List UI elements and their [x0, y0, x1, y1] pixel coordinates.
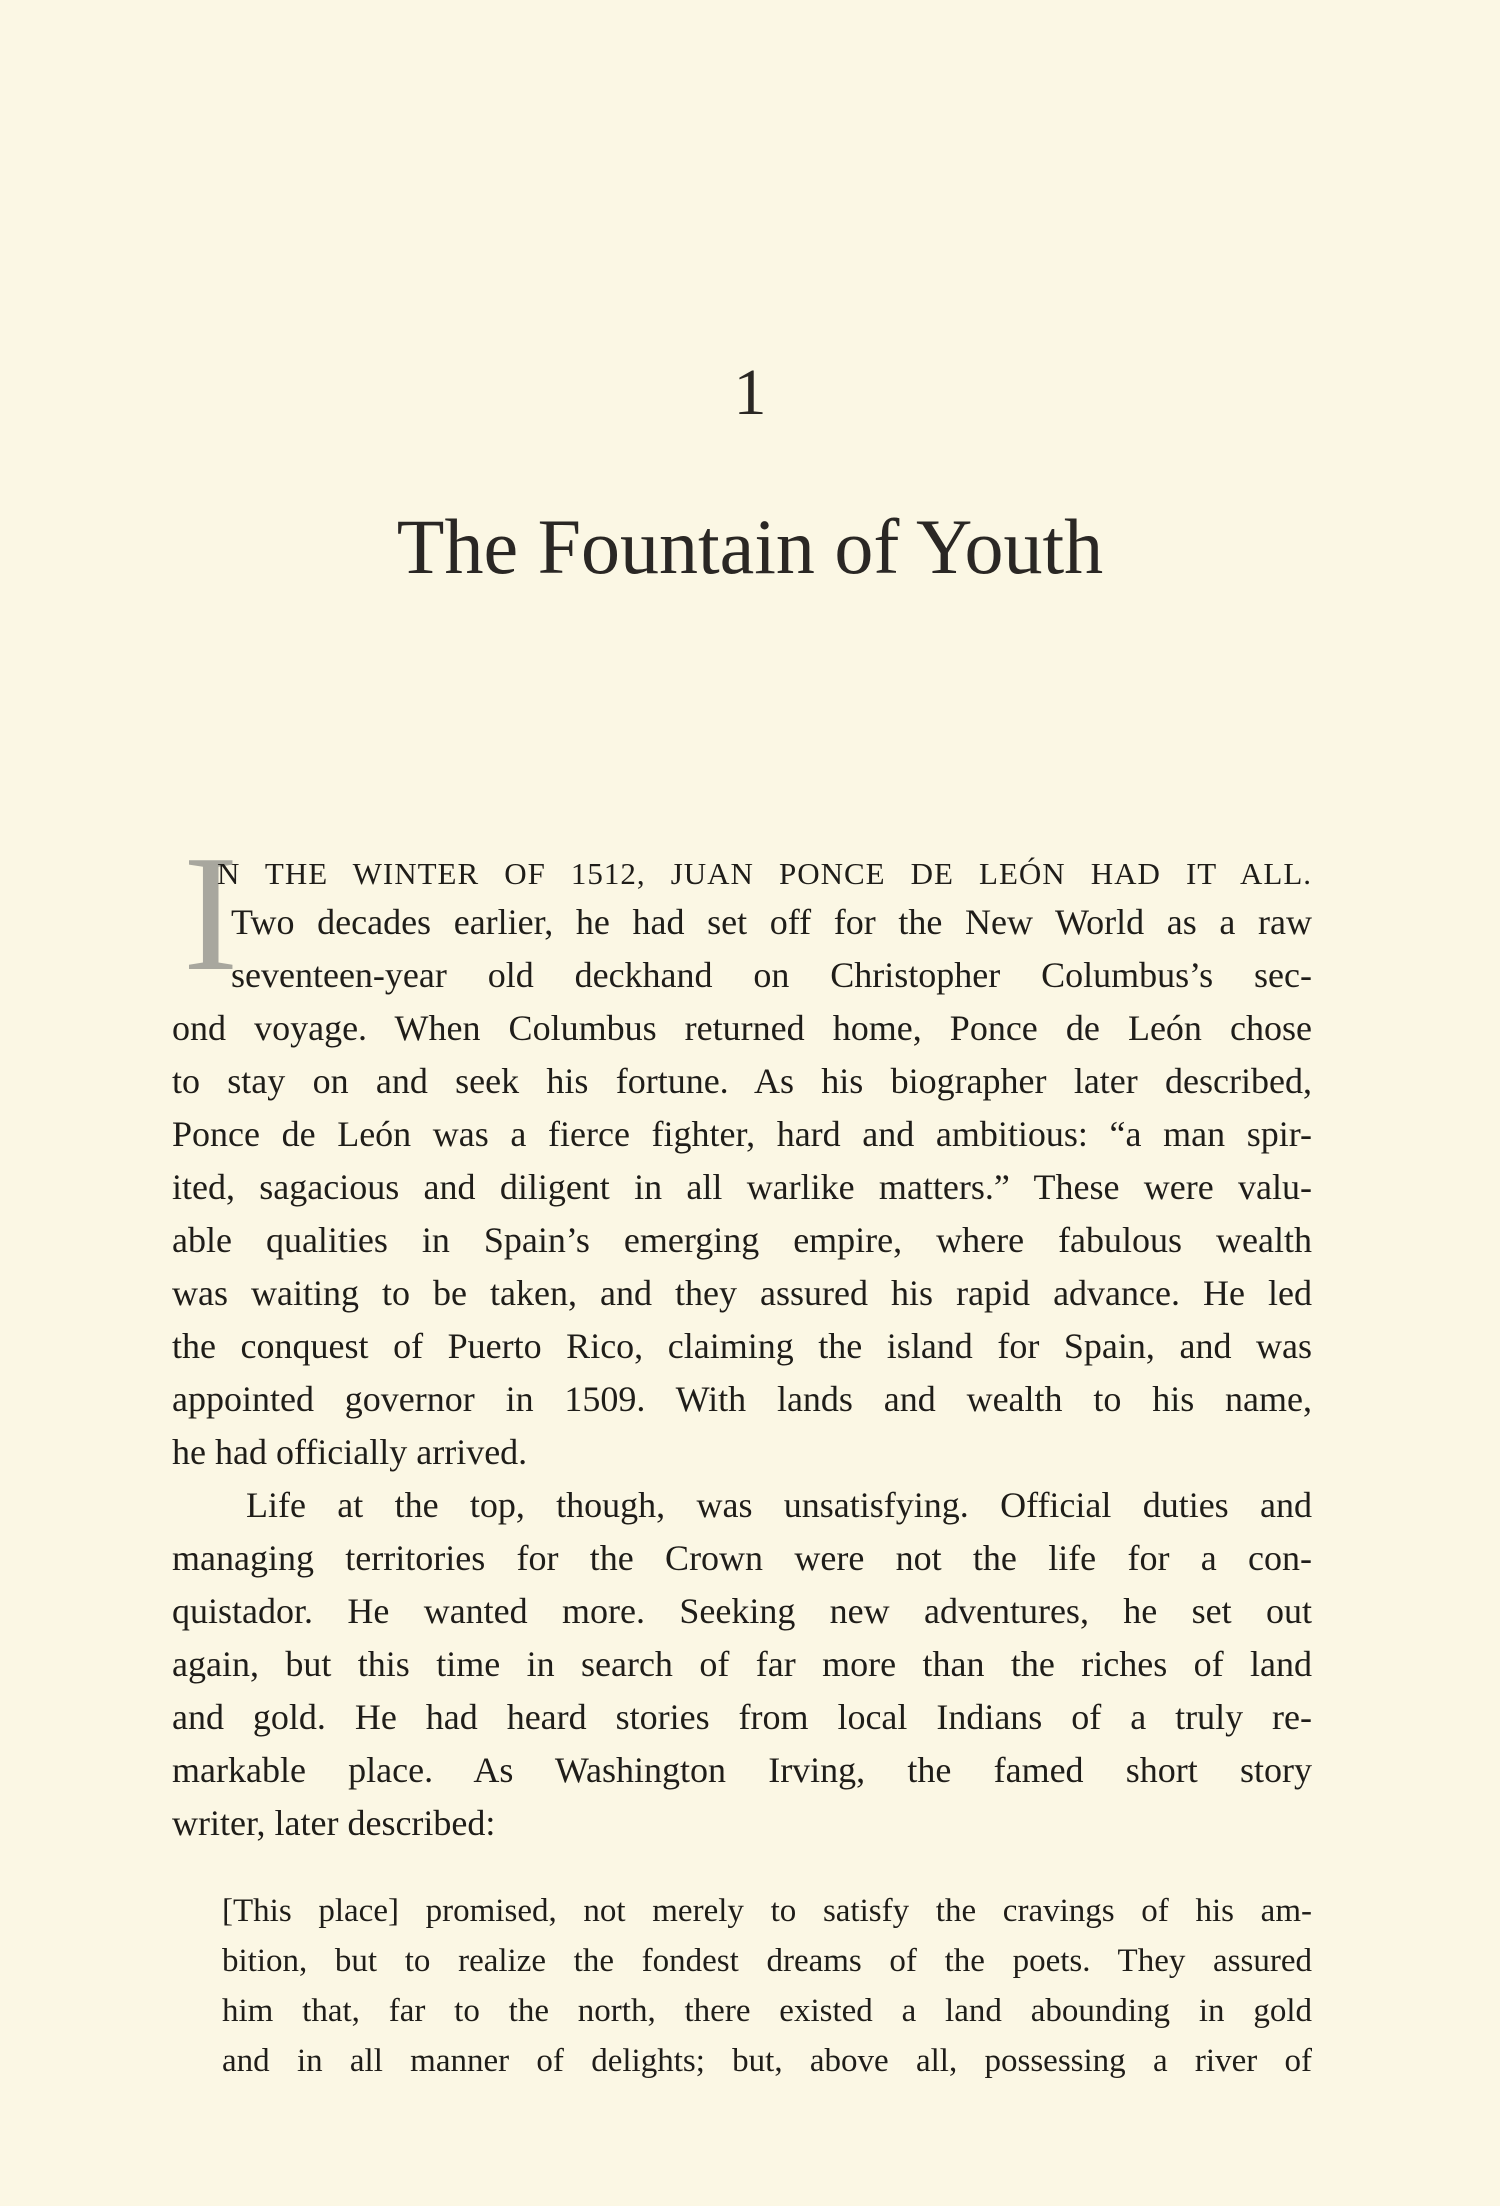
text-line: managing territories for the Crown were not the life for a con- [172, 1538, 1312, 1578]
chapter-title: The Fountain of Youth [396, 503, 1104, 590]
text-line: writer, later described: [172, 1803, 496, 1843]
text-line: again, but this time in search of far more than the riches of land [172, 1644, 1312, 1684]
text-line: quistador. He wanted more. Seeking new adventures, he set out [172, 1591, 1312, 1631]
text-line: able qualities in Spain’s emerging empire, where fabulous wealth [172, 1220, 1312, 1260]
text-line: was waiting to be taken, and they assured his rapid advance. He led [172, 1273, 1312, 1313]
text-line: appointed governor in 1509. With lands and wealth to his name, [172, 1379, 1312, 1419]
quote-line: him that, far to the north, there existed a land abounding in gold [222, 1993, 1312, 2029]
text-line: Two decades earlier, he had set off for the New World as a raw [231, 902, 1312, 942]
text-line: markable place. As Washington Irving, the famed short story [172, 1750, 1312, 1790]
text-line: N THE WINTER OF 1512, JUAN PONCE DE LEÓN HAD IT ALL. [217, 856, 1312, 891]
quote-line: and in all manner of delights; but, above all, possessing a river of [222, 2043, 1312, 2079]
text-line: seventeen-year old deckhand on Christopher Columbus’s sec- [231, 955, 1312, 995]
text-line: the conquest of Puerto Rico, claiming the island for Spain, and was [172, 1326, 1312, 1366]
drop-cap: I [183, 821, 239, 1005]
text-line: to stay on and seek his fortune. As his biographer later described, [172, 1061, 1312, 1101]
text-line: ond voyage. When Columbus returned home, Ponce de León chose [172, 1008, 1312, 1048]
text-line: ited, sagacious and diligent in all warlike matters.” These were valu- [172, 1167, 1312, 1207]
quote-line: bition, but to realize the fondest dreams of the poets. They assured [222, 1943, 1312, 1979]
quote-line: [This place] promised, not merely to satisfy the cravings of his am- [222, 1893, 1312, 1929]
text-line: he had officially arrived. [172, 1432, 528, 1472]
text-line: and gold. He had heard stories from local Indians of a truly re- [172, 1697, 1312, 1737]
text-line: Life at the top, though, was unsatisfying. Official duties and [246, 1485, 1312, 1525]
text-line: Ponce de León was a fierce fighter, hard and ambitious: “a man spir- [172, 1114, 1312, 1154]
chapter-number: 1 [733, 356, 767, 429]
